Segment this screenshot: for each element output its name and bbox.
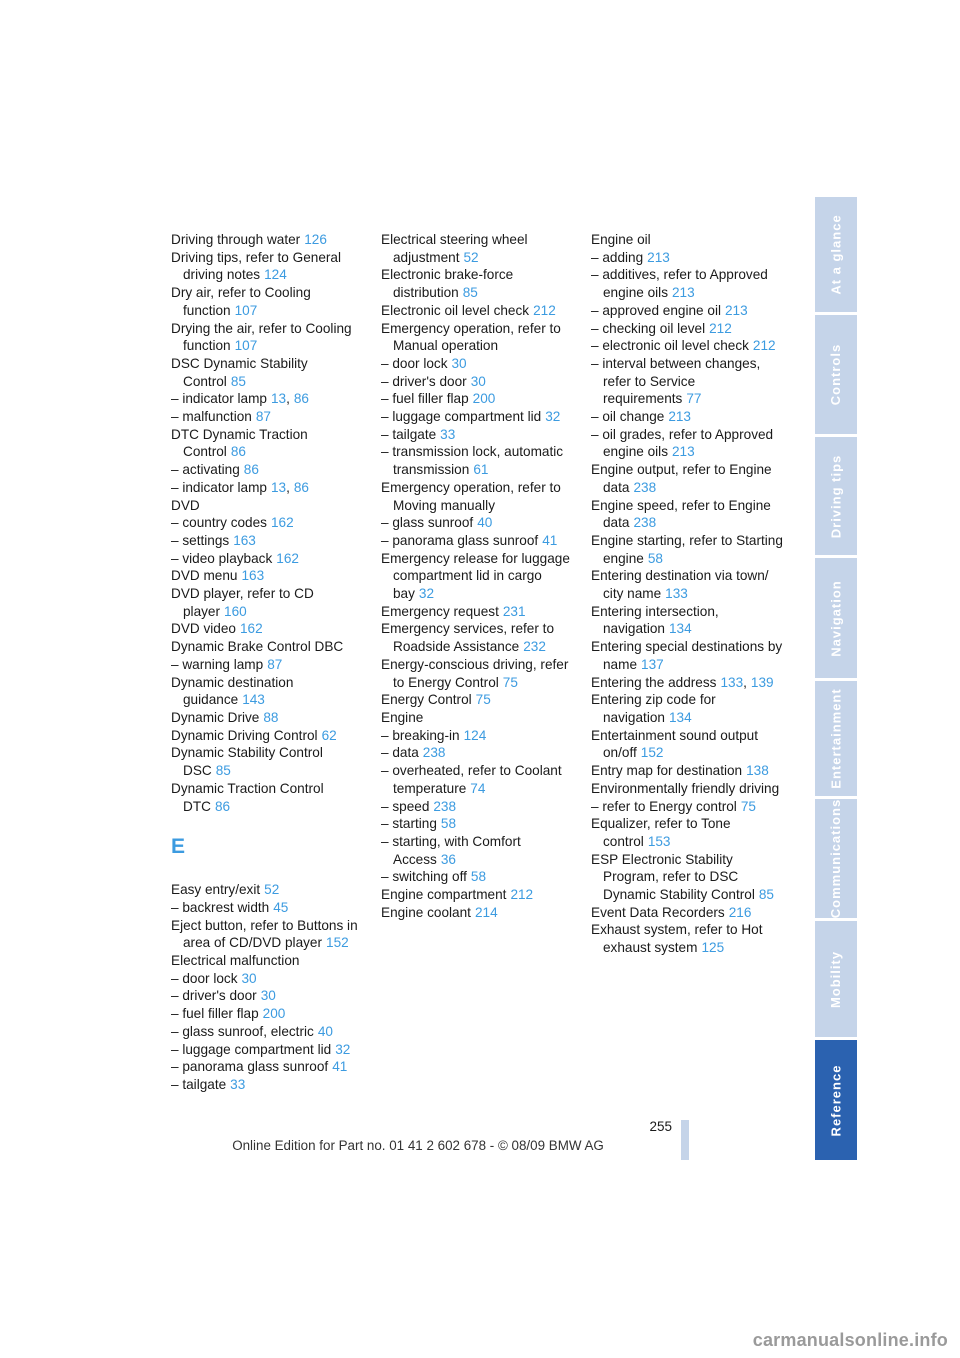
page-link[interactable]: 86 [243, 462, 259, 478]
page-link[interactable]: 86 [214, 798, 231, 814]
sidebar-tab-label: Driving tips [828, 454, 844, 538]
page-link[interactable]: 232 [523, 639, 546, 655]
page-link[interactable]: 162 [276, 550, 299, 566]
index-entry [591, 532, 787, 567]
index-entry-text: – overheated, refer to Coolant temperature [381, 763, 562, 796]
page-link[interactable]: 152 [326, 935, 349, 951]
page-link[interactable]: 86 [293, 479, 309, 495]
index-entry [381, 302, 577, 320]
index-entry-text: Eject button, refer to Buttons in area of CD/DVD player [171, 917, 358, 951]
index-entry-text: – starting, with Comfort Access [381, 833, 521, 867]
index-entry-text: Electrical malfunction [171, 953, 300, 969]
index-entry-text: – luggage compartment lid [171, 1041, 332, 1057]
index-entry-text: – oil change [591, 409, 665, 425]
index-entry [171, 917, 367, 952]
index-entry [381, 620, 577, 655]
page-link[interactable]: 238 [633, 479, 657, 495]
page-link[interactable]: 30 [241, 970, 257, 986]
index-entry-text: – video playback [171, 550, 273, 566]
index-entry-text: – additives, refer to Approved engine oils [591, 267, 768, 301]
page-link[interactable]: 30 [260, 988, 276, 1004]
index-column-2 [381, 231, 577, 921]
index-entry-text: – activating [171, 462, 240, 478]
page-link[interactable]: 52 [264, 882, 280, 898]
index-entry [591, 851, 787, 904]
index-entry [171, 1005, 367, 1023]
index-entry [171, 355, 367, 390]
chapter-sidebar [815, 197, 857, 1160]
index-entry [171, 461, 367, 479]
index-entry [171, 709, 367, 727]
index-entry [591, 727, 787, 762]
page-link[interactable]: 153 [647, 833, 671, 849]
page-link[interactable]: 214 [474, 904, 498, 920]
index-entry [171, 780, 367, 815]
index-entry-text: Dynamic Traction Control DTC [171, 780, 324, 814]
page-link[interactable]: 212 [752, 338, 776, 354]
index-entry [171, 1023, 367, 1041]
index-entry [591, 921, 787, 956]
index-entry [381, 390, 577, 408]
index-entry [171, 249, 367, 284]
page-link[interactable]: 61 [473, 462, 489, 478]
index-entry-text: Event Data Recorders [591, 904, 725, 920]
sidebar-tab-driving-tips[interactable] [815, 437, 857, 555]
index-entry [381, 355, 577, 373]
page-link[interactable]: 77 [686, 391, 702, 407]
index-entry-text: Emergency operation, refer to Moving manually [381, 479, 561, 513]
index-entry-text: Exhaust system, refer to Hot exhaust system [591, 922, 763, 956]
index-entry [381, 727, 577, 745]
index-entry-text: Entering special destinations by name [591, 639, 783, 672]
index-entry [381, 815, 577, 833]
index-entry [591, 603, 787, 638]
page-link[interactable]: 212 [533, 302, 556, 318]
page-link[interactable]: 213 [672, 285, 695, 301]
index-entry [171, 390, 367, 408]
index-entry [171, 952, 367, 970]
index-entry-text: – interval between changes, refer to Service requirements [591, 355, 761, 407]
index-entry-text: Dynamic destination guidance [171, 674, 294, 708]
index-entry-text: – panorama glass sunroof [171, 1059, 329, 1075]
index-entry [381, 833, 577, 868]
index-entry-text: – adding [591, 249, 644, 265]
index-entry [591, 426, 787, 461]
index-entry [381, 443, 577, 478]
index-entry [171, 638, 367, 656]
index-entry [381, 886, 577, 904]
page-link[interactable]: 40 [477, 515, 493, 531]
index-entry-text: – refer to Energy control [591, 798, 737, 814]
page-link[interactable]: 13 [270, 479, 287, 495]
sidebar-tab-at-a-glance[interactable] [815, 197, 857, 312]
index-entry [591, 815, 787, 850]
index-entry-text: Emergency request [381, 603, 499, 619]
index-entry [171, 514, 367, 532]
page-link[interactable]: 200 [262, 1006, 286, 1022]
page-link[interactable]: 41 [542, 532, 558, 548]
index-entry [171, 970, 367, 988]
index-entry-text: – luggage compartment lid [381, 409, 542, 425]
page-link[interactable]: 126 [304, 232, 327, 247]
index-entry-text: DVD player, refer to CD player [171, 586, 314, 619]
page-link[interactable]: 33 [230, 1076, 246, 1092]
page-link[interactable]: 238 [422, 745, 446, 761]
index-entry [171, 231, 367, 249]
index-entry [591, 355, 787, 408]
sidebar-tab-communications[interactable] [815, 799, 857, 918]
page-link[interactable]: 162 [239, 621, 263, 637]
index-entry [171, 620, 367, 638]
index-entry [591, 780, 787, 798]
index-entry [381, 691, 577, 709]
index-entry-text: Engine oil [591, 232, 651, 247]
page-link[interactable]: 107 [234, 338, 258, 354]
index-entry [381, 373, 577, 391]
page-link[interactable]: 74 [470, 780, 486, 796]
sidebar-tab-label: At a glance [828, 214, 844, 295]
page-link[interactable]: 152 [640, 745, 664, 761]
index-entry-text: – transmission lock, automatic transmission [381, 444, 564, 478]
index-entry-text: – tailgate [171, 1076, 227, 1092]
index-entry [381, 762, 577, 797]
index-entry [591, 638, 787, 673]
index-entry-text: DSC Dynamic Stability Control [171, 355, 308, 389]
index-entry-text: – glass sunroof [381, 515, 474, 531]
index-entry-text: Engine coolant [381, 904, 471, 920]
index-entry [171, 899, 367, 917]
index-entry-text: Entertainment sound output on/off [591, 727, 759, 761]
index-entry-text: – electronic oil level check [591, 338, 749, 354]
index-entry-text: – driver's door [171, 988, 257, 1004]
index-entry-text: Entry map for destination [591, 763, 743, 779]
index-entry [381, 532, 577, 550]
index-entry [591, 337, 787, 355]
index-entry [381, 744, 577, 762]
sidebar-tab-label: Navigation [828, 579, 844, 657]
page-link[interactable]: 85 [758, 887, 774, 903]
index-entry [591, 497, 787, 532]
index-entry-text: Energy Control [381, 692, 472, 708]
page-link[interactable]: 32 [545, 409, 561, 425]
index-entry [591, 674, 787, 692]
index-entry [591, 567, 787, 602]
index-entry-text: – country codes [171, 515, 267, 531]
page-link[interactable]: 213 [668, 409, 691, 425]
index-entry [381, 426, 577, 444]
page-separator: , [286, 479, 290, 495]
index-entry [171, 1058, 367, 1076]
index-entry [381, 231, 577, 266]
index-entry [381, 603, 577, 621]
index-entry-text: Electronic brake-force distribution [381, 267, 514, 301]
index-entry [171, 727, 367, 745]
sidebar-tab-navigation[interactable] [815, 558, 857, 678]
index-entry-text: – driver's door [381, 373, 467, 389]
index-entry-text: – malfunction [171, 409, 252, 425]
index-entry-text: DTC Dynamic Traction Control [171, 426, 308, 460]
index-entry [171, 426, 367, 461]
index-entry-text: – backrest width [171, 899, 270, 915]
index-entry-text: Entering the address [591, 674, 717, 690]
page-link[interactable]: 138 [746, 763, 769, 779]
page-link[interactable]: 162 [270, 515, 294, 531]
page-link[interactable]: 62 [321, 727, 337, 743]
page-link[interactable]: 212 [709, 320, 732, 336]
index-entry [171, 320, 367, 355]
page-link[interactable]: 86 [293, 391, 309, 407]
page-link[interactable]: 216 [728, 904, 752, 920]
index-entry-text: – door lock [381, 355, 448, 371]
page-link[interactable]: 143 [242, 692, 265, 708]
index-entry-text: DVD [171, 497, 200, 513]
index-entry-text: Engine speed, refer to Engine data [591, 497, 771, 531]
page-link[interactable]: 213 [725, 302, 748, 318]
index-entry-text: Entering zip code for navigation [591, 692, 716, 725]
page-link[interactable]: 87 [255, 409, 271, 425]
page-link[interactable]: 163 [233, 532, 256, 548]
index-entry-text: – oil grades, refer to Approved engine oils [591, 426, 774, 460]
index-entry-text: Dynamic Driving Control [171, 727, 318, 743]
index-entry [381, 320, 577, 355]
sidebar-tab-entertainment[interactable] [815, 681, 857, 796]
page-link[interactable]: 58 [470, 869, 487, 885]
index-entry [381, 868, 577, 886]
index-entry [171, 881, 367, 899]
index-entry-text: Drying the air, refer to Cooling function [171, 320, 352, 354]
index-entry [171, 479, 367, 497]
index-entry-text: – fuel filler flap [381, 391, 469, 407]
index-entry [381, 904, 577, 922]
index-entry [591, 904, 787, 922]
index-entry-text: Entering destination via town/ city name [591, 568, 769, 602]
index-entry [591, 231, 787, 249]
index-entry [171, 497, 367, 515]
page-link[interactable]: 124 [463, 727, 487, 743]
index-entry-text: – approved engine oil [591, 302, 721, 318]
page-link[interactable]: 30 [451, 355, 467, 371]
index-column-3 [591, 231, 787, 957]
sidebar-tab-label: Controls [828, 343, 844, 406]
page-link[interactable]: 212 [510, 887, 534, 903]
index-entry [381, 656, 577, 691]
index-entry-text: Dry air, refer to Cooling function [171, 285, 311, 318]
index-entry-text: – indicator lamp [171, 479, 267, 495]
page-link[interactable]: 58 [647, 550, 663, 566]
index-entry-text: ESP Electronic Stability Program, refer to DSC Dynamic Stability Control [591, 851, 755, 903]
page-link[interactable]: 86 [230, 444, 246, 460]
index-entry-text: Environmentally friendly driving [591, 780, 780, 796]
page-link[interactable]: 124 [264, 267, 287, 283]
index-entry [171, 1041, 367, 1059]
index-entry-text: – starting [381, 816, 437, 832]
page-link[interactable]: 238 [633, 515, 657, 531]
page-link[interactable]: 231 [502, 603, 526, 619]
index-entry-text: – glass sunroof, electric [171, 1023, 314, 1039]
index-entry-text: – tailgate [381, 426, 437, 442]
index-entry-text: Dynamic Brake Control DBC [171, 639, 344, 655]
page-link[interactable]: 40 [317, 1023, 333, 1039]
page-separator: , [286, 391, 290, 407]
index-entry-text: – breaking-in [381, 727, 460, 743]
index-entry-text: Driving tips, refer to General driving notes [171, 249, 341, 283]
index-entry [381, 514, 577, 532]
index-entry-text: Driving through water [171, 232, 301, 247]
index-column-1 [171, 231, 367, 1094]
page-link[interactable]: 133 [720, 674, 744, 690]
index-entry [591, 320, 787, 338]
sidebar-tab-label: Communications [828, 799, 844, 918]
page-link[interactable]: 160 [224, 603, 247, 619]
page-link[interactable]: 133 [665, 586, 688, 602]
page-link[interactable]: 87 [267, 656, 283, 672]
index-entry-text: Electronic oil level check [381, 302, 530, 318]
index-entry-text: – panorama glass sunroof [381, 532, 539, 548]
index-entry-text: Energy-conscious driving, refer to Energy Control [381, 656, 569, 690]
page-link[interactable]: 75 [740, 798, 756, 814]
index-entry-text: Dynamic Stability Control DSC [171, 745, 323, 779]
index-entry [171, 656, 367, 674]
index-entry [171, 585, 367, 620]
index-entry [171, 532, 367, 550]
page-link[interactable]: 75 [475, 692, 491, 708]
index-entry-text: – checking oil level [591, 320, 706, 336]
index-entry [381, 408, 577, 426]
index-entry [591, 762, 787, 780]
page-link[interactable]: 134 [668, 709, 692, 725]
footer-edition [0, 1138, 960, 1153]
index-entry [171, 674, 367, 709]
index-entry-text: Emergency operation, refer to Manual operation [381, 320, 561, 354]
index-entry [591, 408, 787, 426]
page-link[interactable]: 45 [273, 899, 289, 915]
index-entry [171, 744, 367, 779]
page-separator: , [743, 674, 747, 690]
index-entry-text: Entering intersection, navigation [591, 603, 719, 637]
page-link[interactable]: 33 [440, 426, 456, 442]
sidebar-tab-label: Entertainment [828, 688, 844, 789]
index-entry-text: Emergency services, refer to Roadside Assistance [381, 621, 555, 655]
index-entry [171, 284, 367, 319]
footer-edition-text: Online Edition for Part no. 01 41 2 602 678 - © 08/09 BMW AG [232, 1138, 604, 1153]
index-entry-text: – switching off [381, 869, 467, 885]
page-link[interactable]: 88 [263, 709, 279, 725]
page-link[interactable]: 139 [750, 674, 774, 690]
page-link[interactable]: 200 [472, 391, 496, 407]
index-entry [591, 461, 787, 496]
index-entry [381, 479, 577, 514]
index-entry [591, 691, 787, 726]
sidebar-tab-mobility[interactable] [815, 921, 857, 1037]
sidebar-tab-label: Mobility [828, 950, 844, 1008]
index-entry [381, 709, 577, 727]
page-link[interactable]: 52 [463, 249, 479, 265]
index-entry [171, 987, 367, 1005]
index-entry-text: – indicator lamp [171, 391, 267, 407]
index-entry-text: DVD menu [171, 568, 238, 584]
page-link[interactable]: 13 [270, 391, 287, 407]
index-entry-text: Electrical steering wheel adjustment [381, 232, 528, 265]
page-link[interactable]: 32 [418, 586, 435, 602]
index-entry-text: – speed [381, 798, 430, 814]
page-link[interactable]: 107 [234, 302, 258, 318]
index-entry [591, 266, 787, 301]
page-link[interactable]: 85 [462, 285, 478, 301]
page-link[interactable]: 30 [470, 373, 486, 389]
index-entry-text: Engine starting, refer to Starting engine [591, 532, 783, 566]
index-entry-text: Engine compartment [381, 887, 507, 903]
index-section-letter: E [171, 835, 186, 859]
index-entry-text: DVD video [171, 621, 236, 637]
page-link[interactable]: 134 [668, 621, 692, 637]
page-link[interactable]: 36 [440, 851, 456, 867]
page-link[interactable]: 75 [502, 674, 518, 690]
index-entry-text: – data [381, 745, 419, 761]
index-entry [591, 798, 787, 816]
page-link[interactable]: 163 [241, 568, 265, 584]
index-entry [171, 567, 367, 585]
index-entry-text: Emergency release for luggage compartment lid in cargo bay [381, 550, 570, 602]
index-entry [381, 550, 577, 603]
index-entry-text: Equalizer, refer to Tone control [591, 816, 731, 849]
index-entry [171, 1076, 367, 1094]
index-entry-text: Engine output, refer to Engine data [591, 462, 772, 495]
index-entry-text: Easy entry/exit [171, 882, 261, 898]
page-link[interactable]: 41 [332, 1059, 348, 1075]
sidebar-tab-label: Reference [828, 1064, 844, 1136]
page-link[interactable]: 137 [641, 656, 664, 672]
page-link[interactable]: 125 [701, 940, 725, 956]
index-entry [591, 302, 787, 320]
page-link[interactable]: 238 [433, 798, 457, 814]
page-link[interactable]: 85 [215, 763, 231, 779]
index-entry-text: – door lock [171, 970, 238, 986]
index-entry [171, 408, 367, 426]
page-link[interactable]: 32 [335, 1041, 351, 1057]
page-link[interactable]: 213 [672, 444, 695, 460]
index-entry-text: – warning lamp [171, 656, 264, 672]
index-entry-text: Engine [381, 709, 424, 725]
index-entry [381, 266, 577, 301]
index-entry-text: – settings [171, 532, 230, 548]
watermark: carmanualsonline.info [752, 1330, 948, 1350]
page-number: 255 [649, 1119, 672, 1134]
page-link[interactable]: 85 [230, 373, 246, 389]
index-entry [171, 550, 367, 568]
page-link[interactable]: 58 [440, 816, 457, 832]
index-entry [591, 249, 787, 267]
index-entry-text: – fuel filler flap [171, 1006, 259, 1022]
page-link[interactable]: 213 [647, 249, 670, 265]
index-entry-text: Dynamic Drive [171, 709, 260, 725]
sidebar-tab-controls[interactable] [815, 315, 857, 434]
index-entry [381, 798, 577, 816]
